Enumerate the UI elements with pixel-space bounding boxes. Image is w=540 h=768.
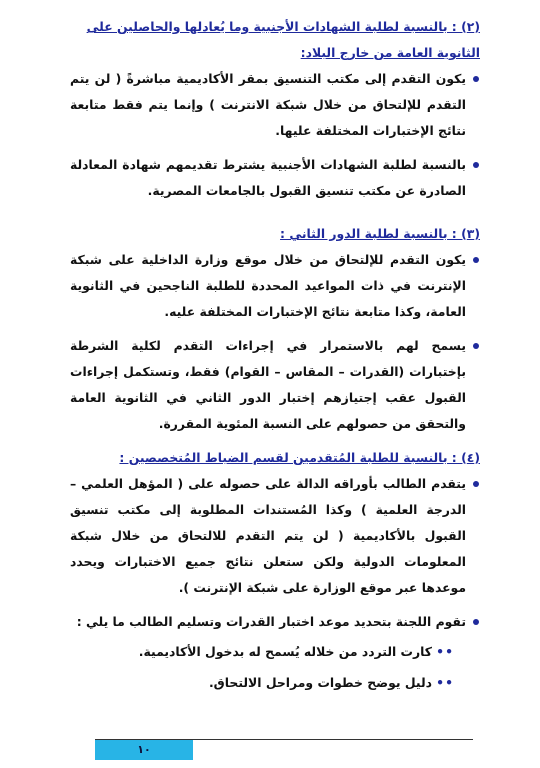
list-item: يكون التقدم للإلتحاق من خلال موقع وزارة الداخلية على شبكة الإنترنت في ذات المواعيد المحددة للطلبة الناجحين في الثانوية العامة، وكذا متابعة نتائج الإختبارات المختلفة عليه. xyxy=(70,247,480,325)
section-foreign-certificates-list xyxy=(70,66,480,204)
list-item: يتقدم الطالب بأوراقه الدالة على حصوله على ( المؤهل العلمي – الدرجة العلمية ) وكذا المُستندات المطلوبة إلى مكتب تنسيق القبول بالأكاديمية ( لن يتم التقدم للالتحاق من خلال شبكة المعلومات الدولية ولكن ستعلن نتائج جميع الاختبارات ويحدد موعدها عبر موقع الوزارة على شبكة الإنترنت ). xyxy=(70,471,480,601)
section-heading-second-round: (٣) : بالنسبة لطلبة الدور الثاني : xyxy=(280,226,480,241)
section-heading-foreign-certificates: (٢) : بالنسبة لطلبة الشهادات الأجنبية وما يُعادلها والحاصلين على الثانوية العامة من خارج البلاد: xyxy=(86,19,480,60)
list-item: بالنسبة لطلبة الشهادات الأجنبية يشترط تقديمهم شهادة المعادلة الصادرة عن مكتب تنسيق القبول بالجامعات المصرية. xyxy=(70,152,480,204)
list-item: يكون التقدم إلى مكتب التنسيق بمقر الأكاديمية مباشرةً ( لن يتم التقدم للإلتحاق من خلال شبكة الانترنت ) وإنما يتم فقط متابعة نتائج الإختبارات المختلفة عليها. xyxy=(70,66,480,144)
page-number: ١٠ xyxy=(95,740,193,760)
sub-list xyxy=(70,639,466,696)
document-body xyxy=(70,14,480,704)
double-bullet-icon: •• xyxy=(436,644,454,659)
list-item xyxy=(70,609,480,696)
sub-item-text: دليل يوضح خطوات ومراحل الالتحاق. xyxy=(208,675,432,690)
sub-list-item xyxy=(70,639,466,665)
double-bullet-icon: •• xyxy=(436,675,454,690)
section-second-round-list xyxy=(70,247,480,437)
list-item: يسمح لهم بالاستمرار في إجراءات التقدم لكلية الشرطة بإختبارات (القدرات – المقاس – القوام) فقط، وتستكمل إجراءات القبول عقب إجتيازهم إختبار الدور الثاني في الثانوية العامة والتحقق من حصولهم على النسبة المئوية المقررة. xyxy=(70,333,480,437)
section-heading-specialist-officers: (٤) : بالنسبة للطلبة المُتقدمين لقسم الضباط المُتخصصين : xyxy=(119,450,480,465)
section-specialist-officers-list xyxy=(70,471,480,696)
sub-item-text: كارت التردد من خلاله يُسمح له بدخول الأكاديمية. xyxy=(138,644,432,659)
lead-item-text: تقوم اللجنة بتحديد موعد اختبار القدرات وتسليم الطالب ما يلي : xyxy=(76,614,466,629)
sub-list-item xyxy=(70,670,466,696)
